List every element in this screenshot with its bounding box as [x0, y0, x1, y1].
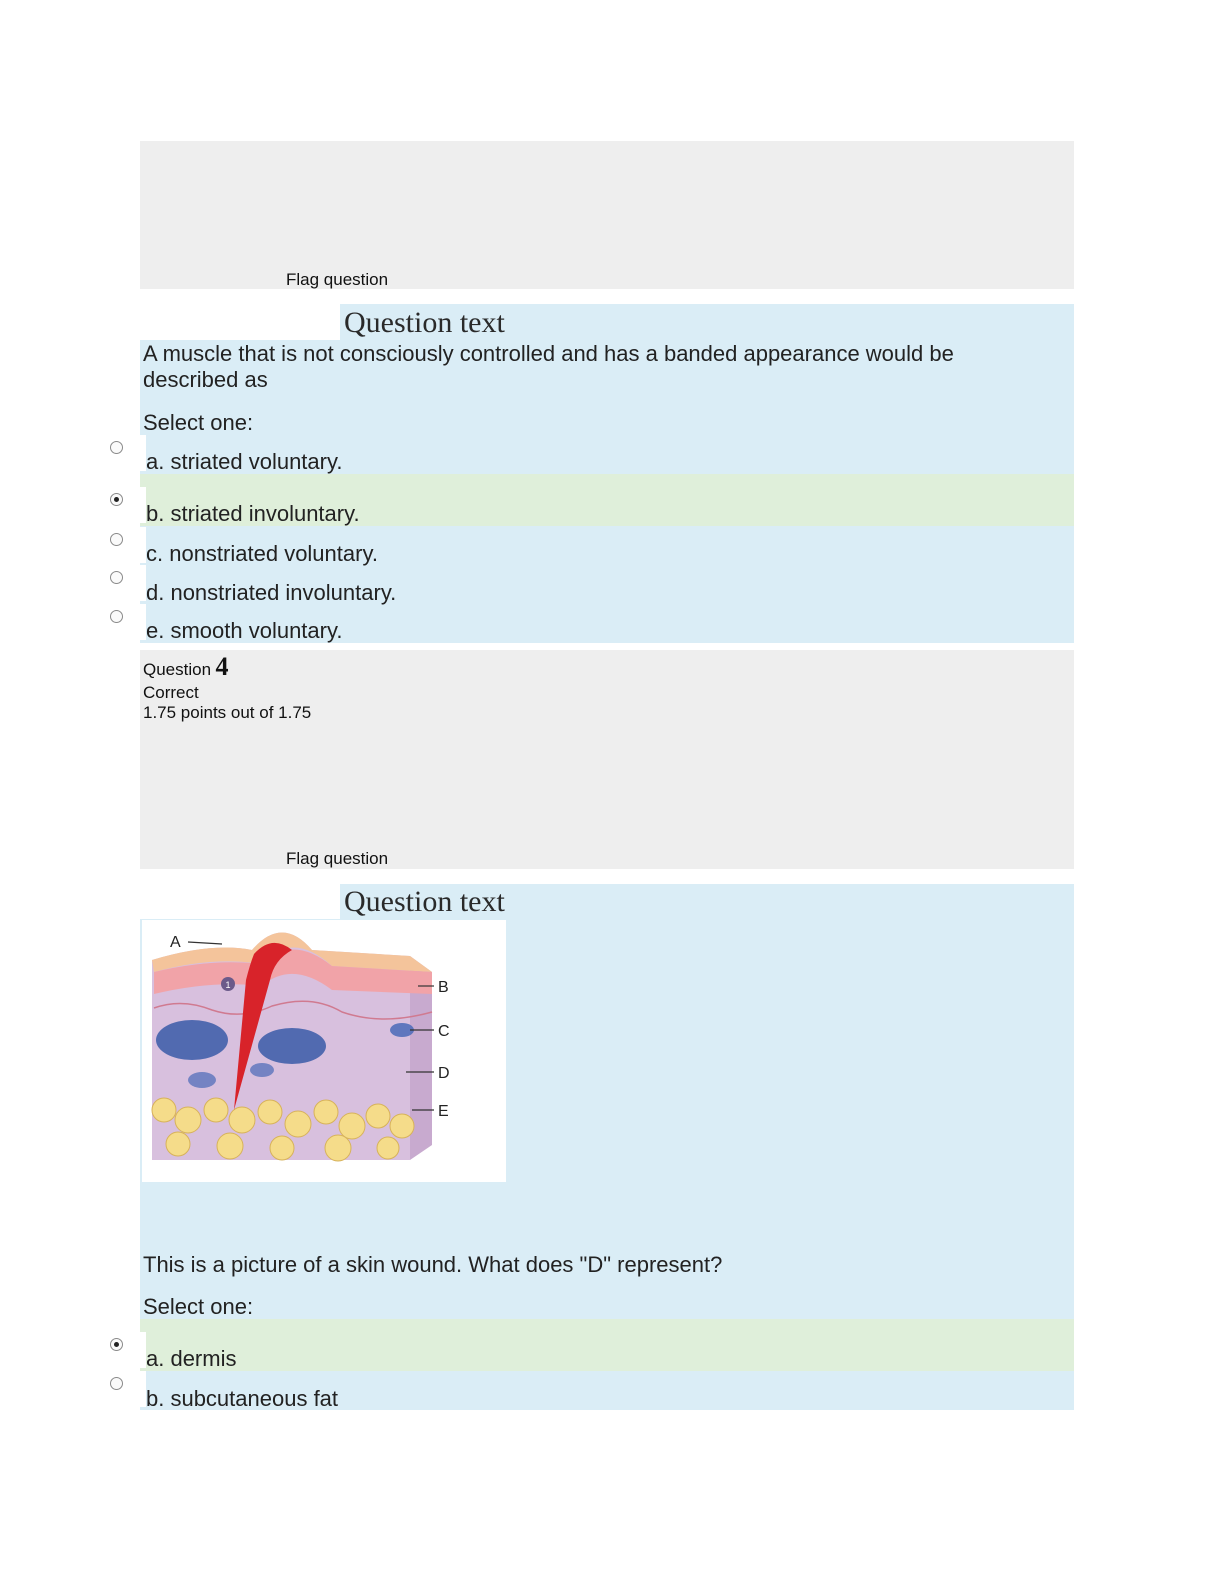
- q4-option-b-radio-box[interactable]: [104, 1371, 146, 1407]
- q3-option-d-radio-box[interactable]: [104, 565, 146, 601]
- q4-option-a-row[interactable]: [140, 1319, 1074, 1371]
- figure-label-c: C: [438, 1023, 450, 1040]
- radio-selected-icon[interactable]: [110, 493, 123, 506]
- figure-label-e: E: [438, 1103, 449, 1120]
- vessel-small-1: [188, 1072, 216, 1088]
- q3-option-e-label[interactable]: e. smooth voluntary.: [146, 618, 343, 643]
- q3-question-text: A muscle that is not consciously controlled and has a banded appearance would be described as: [143, 341, 954, 392]
- q3-option-c-label[interactable]: c. nonstriated voluntary.: [146, 541, 378, 566]
- q4-option-a-radio-box[interactable]: [104, 1332, 146, 1368]
- radio-selected-icon[interactable]: [110, 1338, 123, 1351]
- skin-wound-figure: [142, 920, 506, 1182]
- q4-question-text: This is a picture of a skin wound. What does "D" represent?: [143, 1252, 723, 1277]
- q3-select-prompt: Select one:: [143, 410, 254, 435]
- q4-status: Correct: [143, 683, 199, 702]
- radio-icon[interactable]: [110, 1377, 123, 1390]
- radio-icon[interactable]: [110, 533, 123, 546]
- q4-question-word: Question: [143, 660, 212, 679]
- marker-1-text: 1: [225, 980, 231, 990]
- q4-flag-question[interactable]: Flag question: [286, 849, 389, 868]
- q3-option-b-radio-box[interactable]: [104, 487, 146, 523]
- skin-diagram-svg: [142, 920, 506, 1182]
- figure-label-b: B: [438, 979, 449, 996]
- figure-label-a: A: [170, 934, 181, 951]
- q3-option-c-radio-box[interactable]: [104, 527, 146, 563]
- vessel-cluster-1: [156, 1020, 228, 1060]
- radio-icon[interactable]: [110, 571, 123, 584]
- q4-points: 1.75 points out of 1.75: [143, 703, 312, 722]
- q4-option-a-label[interactable]: a. dermis: [146, 1346, 237, 1371]
- q3-option-e-radio-box[interactable]: [104, 604, 146, 640]
- q3-option-a-label[interactable]: a. striated voluntary.: [146, 449, 343, 474]
- q4-number: 4: [215, 652, 229, 681]
- q3-option-d-label[interactable]: d. nonstriated involuntary.: [146, 580, 397, 605]
- q4-number-heading: [143, 652, 229, 682]
- q3-flag-question[interactable]: Flag question: [286, 270, 389, 289]
- vessel-small-2: [250, 1063, 274, 1077]
- q3-option-b-label[interactable]: b. striated involuntary.: [146, 501, 360, 526]
- figure-label-d: D: [438, 1065, 450, 1082]
- q3-info-panel: [140, 141, 1074, 289]
- q4-select-prompt: Select one:: [143, 1294, 254, 1319]
- q4-option-b-label[interactable]: b. subcutaneous fat: [146, 1386, 339, 1411]
- q3-section-title: Question text: [344, 306, 505, 339]
- q4-section-title: Question text: [344, 885, 505, 918]
- q4-info-panel: [140, 650, 1074, 869]
- vessel-cluster-2: [258, 1028, 326, 1064]
- radio-icon[interactable]: [110, 610, 123, 623]
- q3-option-a-radio-box[interactable]: [104, 435, 146, 471]
- radio-icon[interactable]: [110, 441, 123, 454]
